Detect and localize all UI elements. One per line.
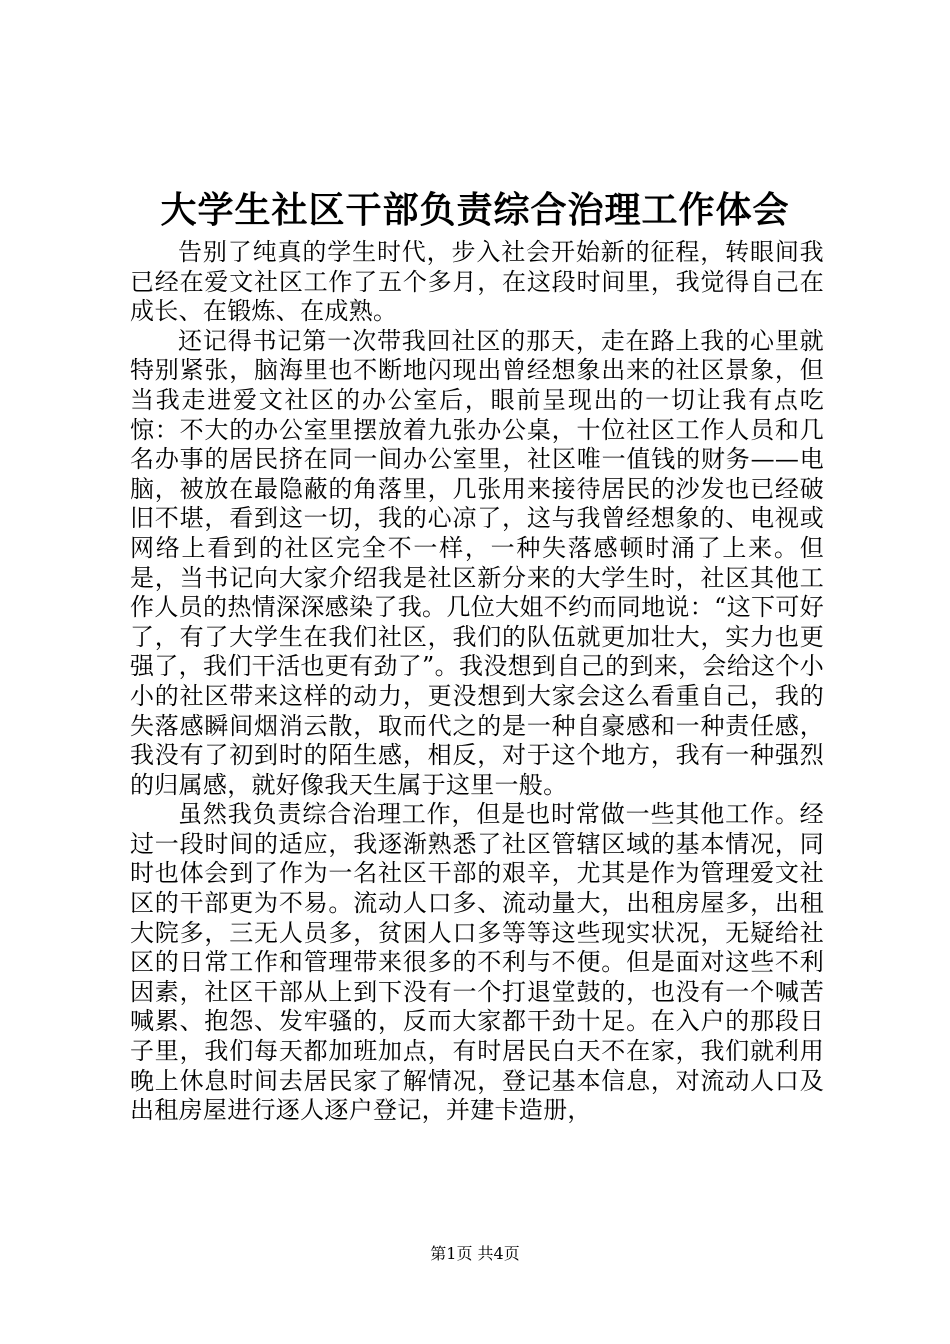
paragraph-2: 还记得书记第一次带我回社区的那天，走在路上我的心里就特别紧张，脑海里也不断地闪现出曾经想象出来的社区景象，但当我走进爱文社区的办公室后，眼前呈现出的一切让我有点吃惊：不大的办公室里摆放着九张办公桌，十位社区工作人员和几名办事的居民挤在同一间办公室里，社区唯一值钱的财务——电脑，被放在最隐蔽的角落里，几张用来接待居民的沙发也已经破旧不堪，看到这一切，我的心凉了，这与我曾经想象的、电视或网络上看到的社区完全不一样，一种失落感顿时涌了上来。但是，当书记向大家介绍我是社区新分来的大学生时，社区其他工作人员的热情深深感染了我。几位大姐不约而同地说：“这下可好了，有了大学生在我们社区，我们的队伍就更加壮大，实力也更强了，我们干活也更有劲了”。我没想到自己的到来，会给这个小小的社区带来这样的动力，更没想到大家会这么看重自己，我的失落感瞬间烟消云散，取而代之的是一种自豪感和一种责任感，我没有了初到时的陌生感，相反，对于这个地方，我有一种强烈的归属感，就好像我天生属于这里一般。 <box>130 326 824 799</box>
paragraph-3: 虽然我负责综合治理工作，但是也时常做一些其他工作。经过一段时间的适应，我逐渐熟悉了社区管辖区域的基本情况，同时也体会到了作为一名社区干部的艰辛，尤其是作为管理爱文社区的干部更为不易。流动人口多、流动量大，出租房屋多，出租大院多，三无人员多，贫困人口多等等这些现实状况，无疑给社区的日常工作和管理带来很多的不利与不便。但是面对这些不利因素，社区干部从上到下没有一个打退堂鼓的，也没有一个喊苦喊累、抱怨、发牢骚的，反而大家都干劲十足。在入户的那段日子里，我们每天都加班加点，有时居民白天不在家，我们就利用晚上休息时间去居民家了解情况，登记基本信息，对流动人口及出租房屋进行逐人逐户登记，并建卡造册， <box>130 800 824 1125</box>
document-title: 大学生社区干部负责综合治理工作体会 <box>160 189 790 231</box>
page-number-footer: 第1页 共4页 <box>430 1244 520 1263</box>
document-body <box>130 238 824 1126</box>
paragraph-1: 告别了纯真的学生时代，步入社会开始新的征程，转眼间我已经在爱文社区工作了五个多月，在这段时间里，我觉得自己在成长、在锻炼、在成熟。 <box>130 238 824 326</box>
